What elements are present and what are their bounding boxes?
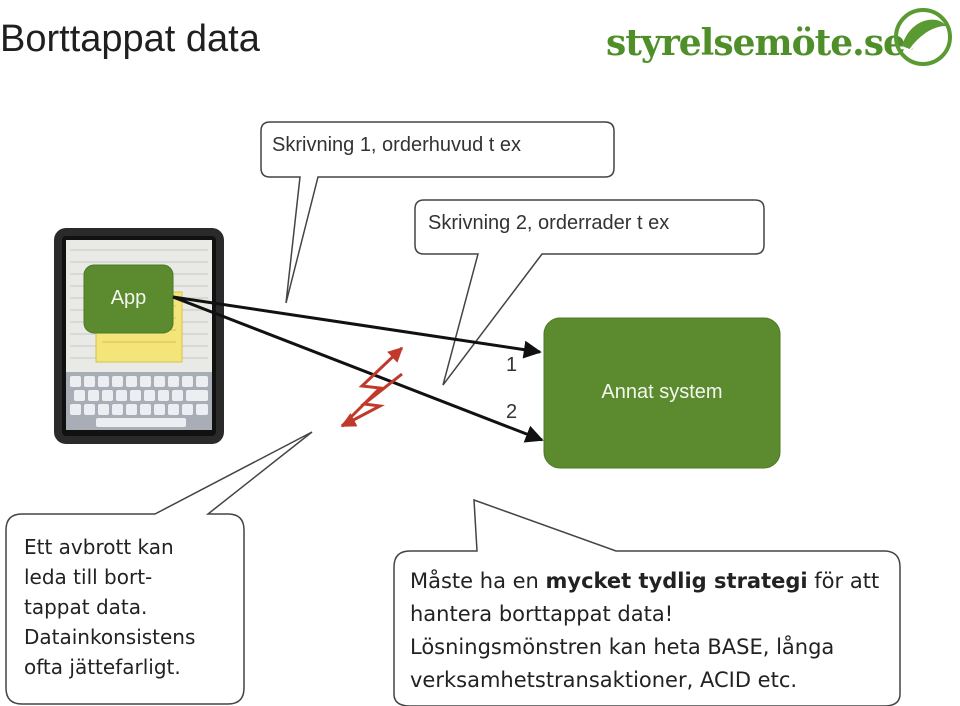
note-left-line: tappat data.: [24, 595, 148, 619]
note-left-line: leda till bort-: [24, 565, 153, 589]
callout-write1-text: Skrivning 1, orderhuvud t ex: [272, 134, 522, 156]
page-title: Borttappat data: [0, 18, 260, 60]
note-right-suffix: för att: [807, 569, 880, 593]
note-right-line-3: Lösningsmönstren kan heta BASE, långa: [410, 635, 835, 659]
note-left-line: Ett avbrott kan: [24, 535, 174, 559]
other-system-label: Annat system: [601, 381, 723, 403]
callout-write2-text: Skrivning 2, orderrader t ex: [428, 212, 670, 234]
note-right-text: [410, 565, 879, 697]
note-left-line: Datainkonsistens: [24, 625, 196, 649]
note-right-emphasis: mycket tydlig strategi: [545, 569, 808, 593]
arrow-1-label: 1: [506, 354, 518, 376]
note-right-line-1: [410, 565, 879, 598]
app-label: App: [110, 287, 147, 309]
note-left-line: ofta jättefarligt.: [24, 655, 181, 679]
note-right-line-2: hantera borttappat data!: [410, 602, 674, 626]
note-left-text: [24, 532, 195, 682]
note-right-line-4: verksamhetstransaktioner, ACID etc.: [410, 668, 798, 692]
note-right-prefix: Måste ha en: [410, 569, 546, 593]
arrow-2-label: 2: [506, 401, 518, 423]
lightning-icon: [342, 348, 402, 426]
logo-text: styrelsemöte.se: [606, 22, 905, 64]
tablet-device: [54, 228, 224, 444]
